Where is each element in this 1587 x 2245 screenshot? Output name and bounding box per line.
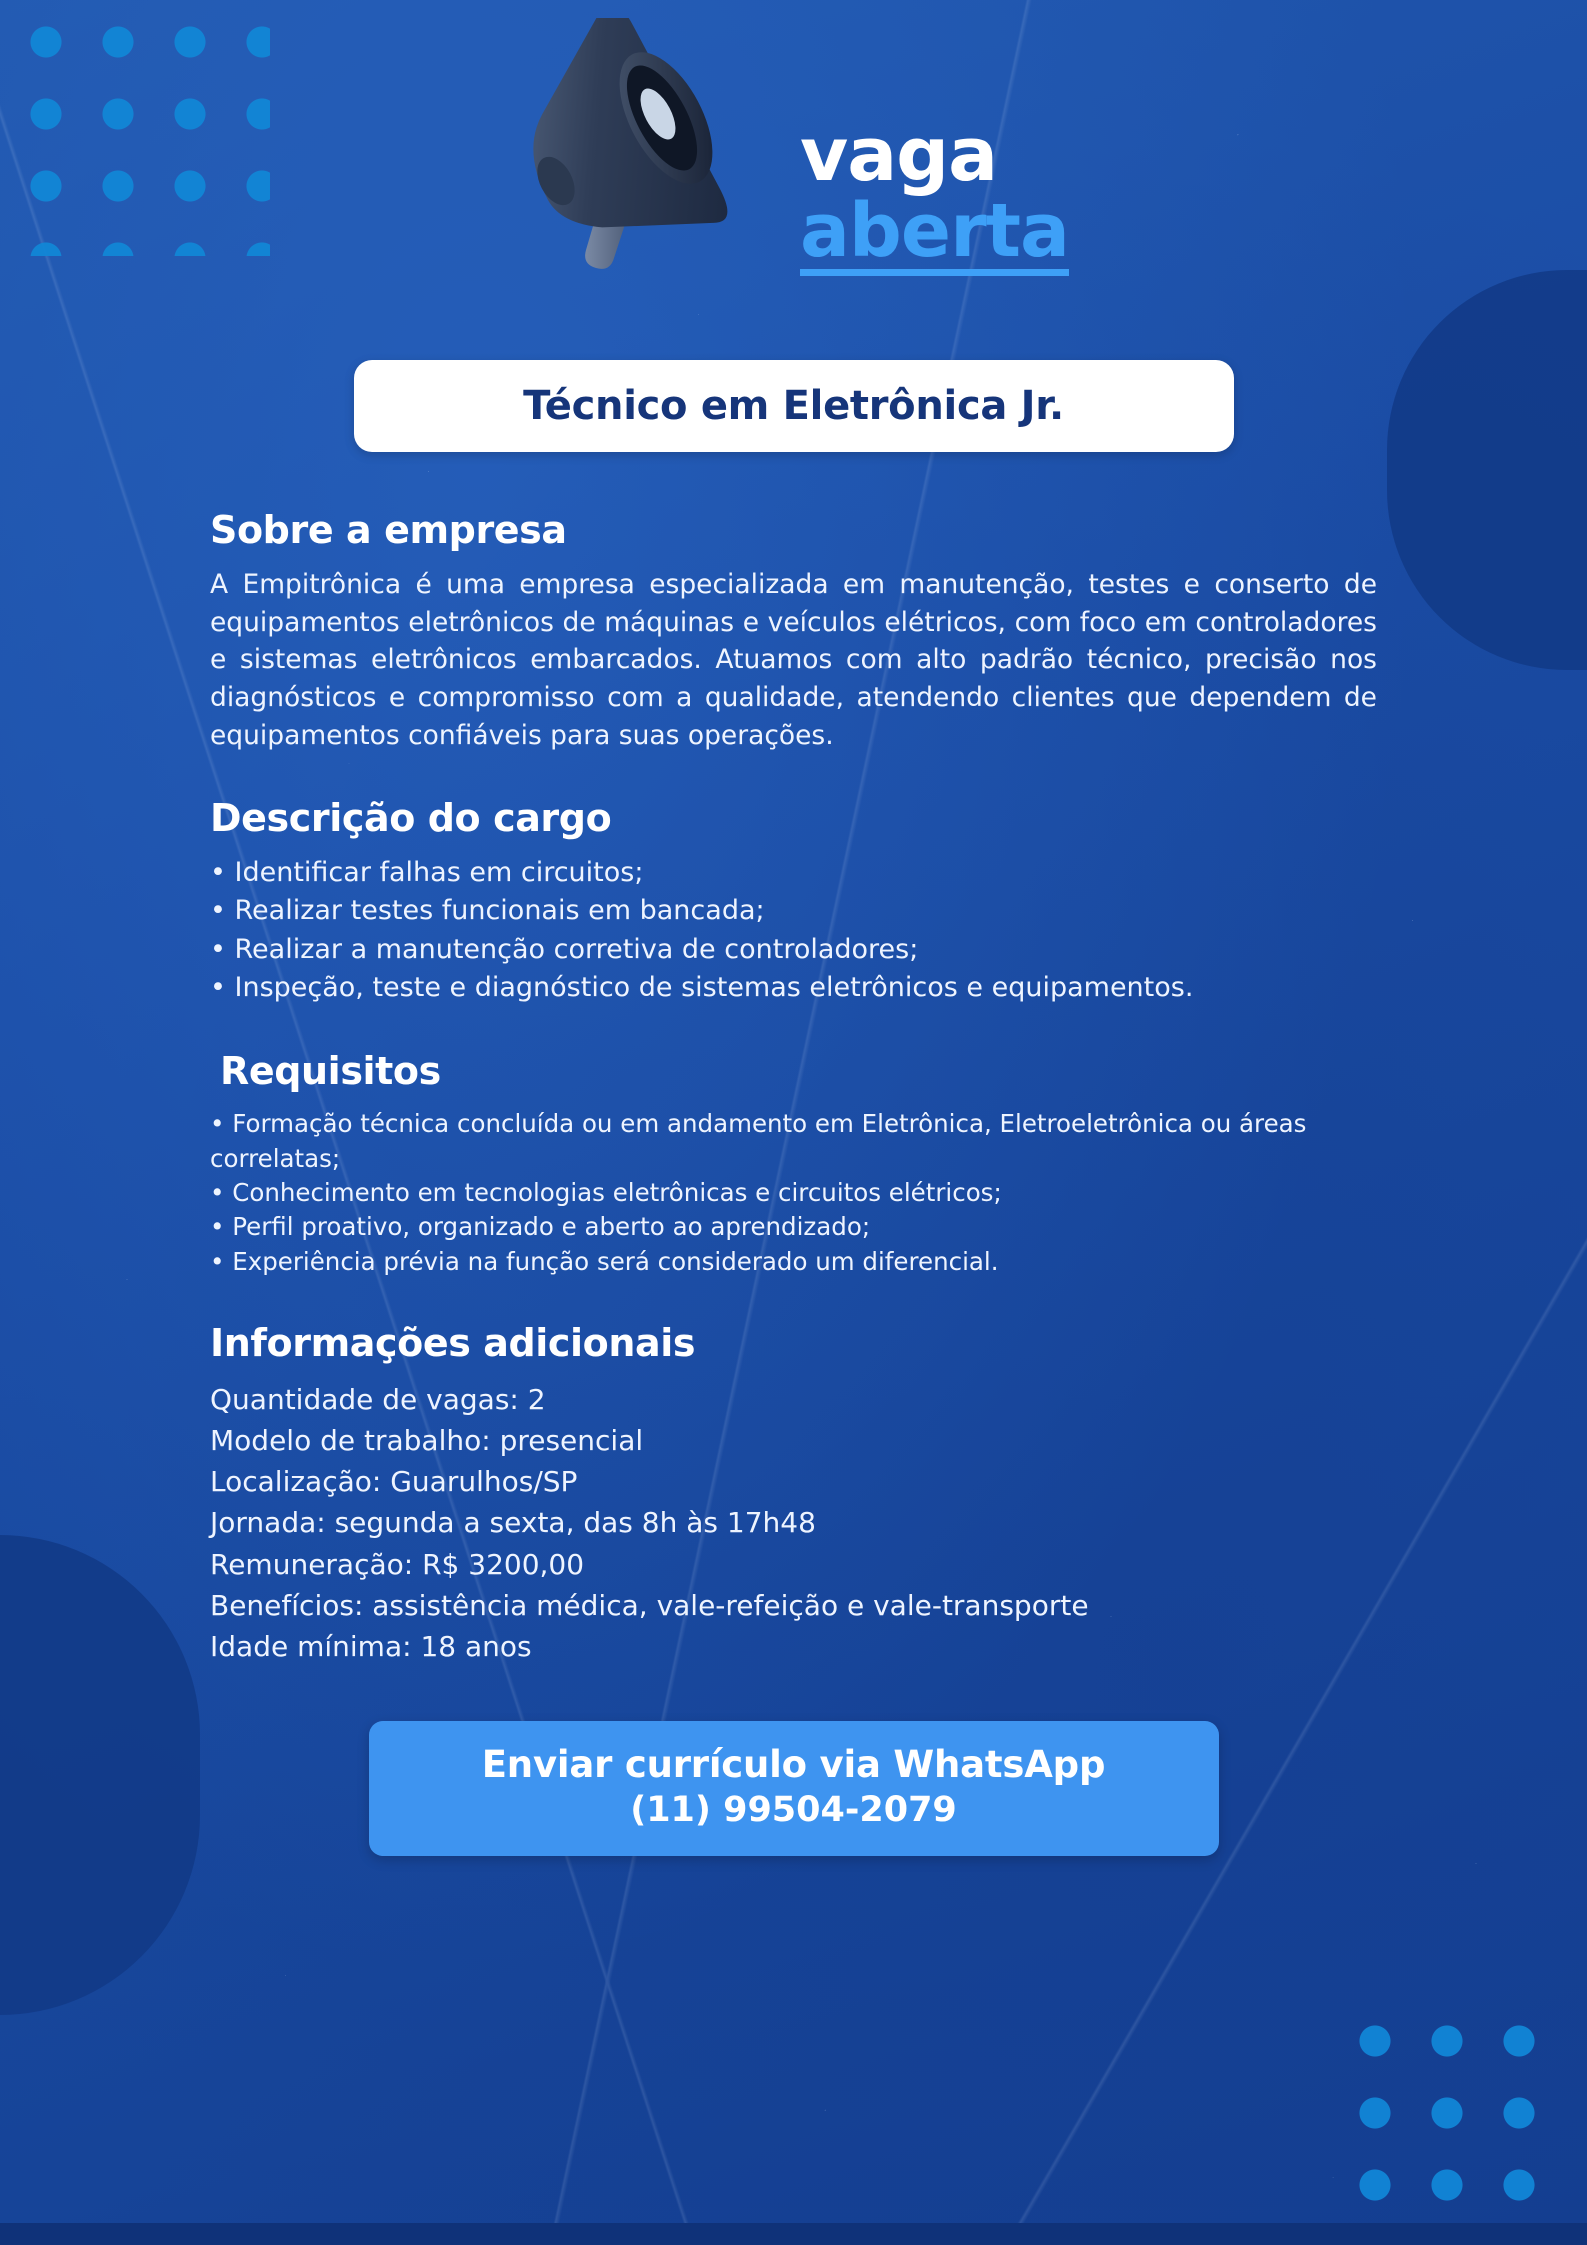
role-list (210, 854, 1377, 1007)
company-description: A Empitrônica é uma empresa especializada em manutenção, testes e conserto de equipamentos eletrônicos de máquinas e veículos elétricos, com foco em controladores e sistemas eletrônicos embarcados. Atuamos com alto padrão técnico, precisão nos diagnósticos e compromisso com a qualidade, atendendo clientes que dependem de equipamentos confiáveis para suas operações. (210, 569, 1377, 751)
section-requirements (120, 1049, 1467, 1278)
requirements-list (210, 1107, 1377, 1278)
brand-line-2: aberta (800, 188, 1069, 275)
section-additional-info (120, 1321, 1467, 1667)
list-item: • Experiência prévia na função será considerado um diferencial. (210, 1246, 999, 1276)
list-item: • Realizar testes funcionais em bancada; (210, 895, 765, 927)
section-heading-company: Sobre a empresa (210, 508, 567, 552)
list-item: Remuneração: R$ 3200,00 (210, 1547, 585, 1581)
list-item: • Formação técnica concluída ou em andamento em Eletrônica, Eletroeletrônica ou áreas correlatas; (210, 1109, 1307, 1173)
cta-phone-number: (11) 99504-2079 (630, 1790, 957, 1831)
megaphone-icon (490, 18, 790, 318)
job-title-pill (354, 360, 1234, 452)
send-resume-whatsapp-button[interactable] (369, 1721, 1219, 1856)
decorative-dot-grid-bottom-right (1339, 2005, 1569, 2235)
list-item: • Inspeção, teste e diagnóstico de sistemas eletrônicos e equipamentos. (210, 972, 1194, 1004)
list-item: • Perfil proativo, organizado e aberto ao aprendizado; (210, 1212, 871, 1242)
brand-line-1: vaga (800, 112, 998, 198)
bottom-strip (0, 2223, 1587, 2245)
cta-label: Enviar currículo via WhatsApp (481, 1743, 1106, 1787)
list-item: Benefícios: assistência médica, vale-refeição e vale-transporte (210, 1588, 1089, 1622)
additional-info-list (210, 1379, 1377, 1667)
list-item: Localização: Guarulhos/SP (210, 1465, 578, 1499)
list-item: • Identificar falhas em circuitos; (210, 857, 644, 889)
page-title: Técnico em Eletrônica Jr. (523, 383, 1064, 429)
section-company (120, 508, 1467, 754)
section-heading-role: Descrição do cargo (210, 796, 612, 841)
poster-header (120, 0, 1467, 360)
list-item: • Realizar a manutenção corretiva de controladores; (210, 933, 919, 965)
list-item: • Conhecimento em tecnologias eletrônicas e circuitos elétricos; (210, 1178, 1002, 1208)
section-role (120, 796, 1467, 1007)
list-item: Idade mínima: 18 anos (210, 1629, 532, 1663)
section-heading-additional-info: Informações adicionais (210, 1320, 696, 1365)
list-item: Quantidade de vagas: 2 (210, 1382, 546, 1416)
list-item: Jornada: segunda a sexta, das 8h às 17h48 (210, 1506, 816, 1540)
brand-lockup (800, 112, 1069, 276)
cta-container (120, 1721, 1467, 1856)
section-heading-requirements: Requisitos (220, 1049, 441, 1094)
list-item: Modelo de trabalho: presencial (210, 1424, 644, 1458)
